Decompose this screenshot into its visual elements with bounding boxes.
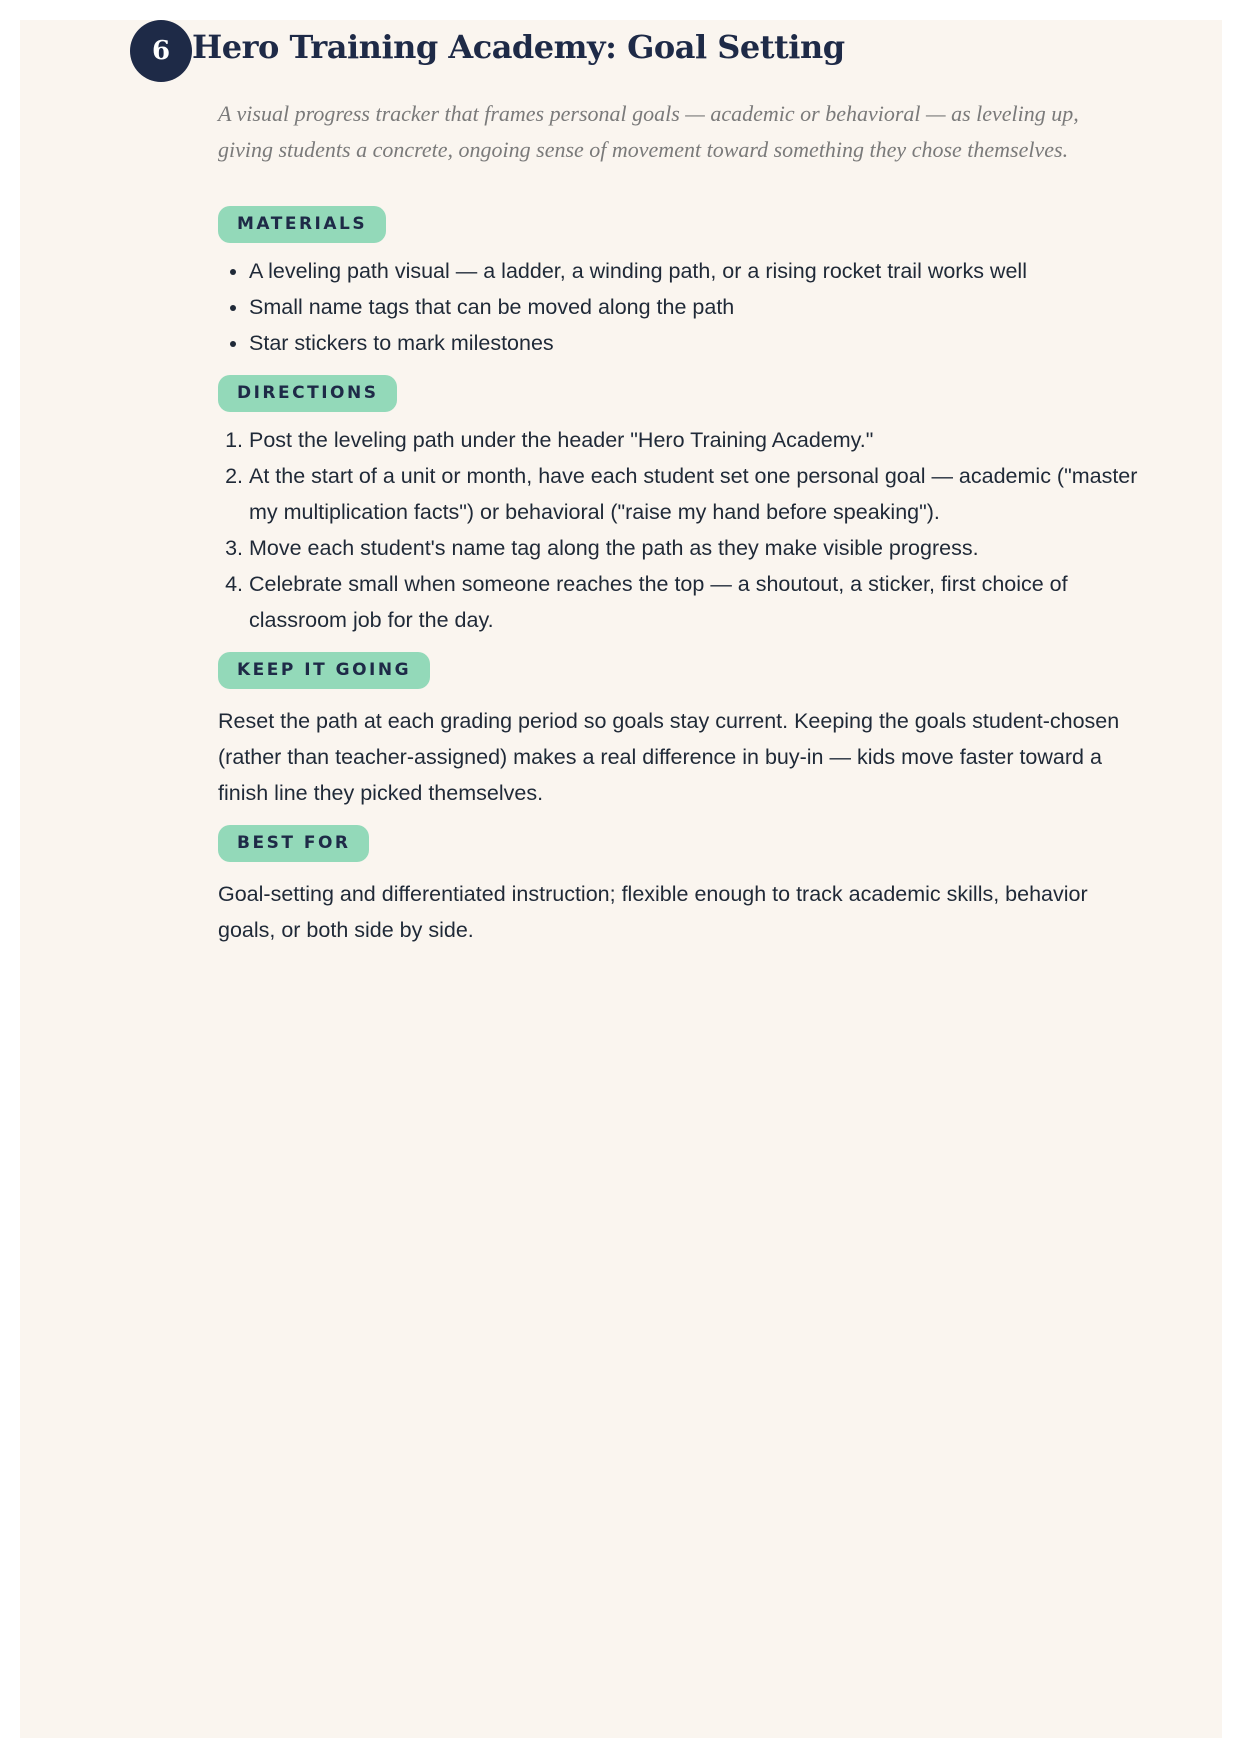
page-title: Hero Training Academy: Goal Setting [192, 28, 845, 66]
directions-section [218, 375, 1138, 638]
list-item: 3. Move each student's name tag along the path as they make visible progress. [249, 530, 1138, 566]
keep-it-going-section [218, 652, 1138, 811]
list-item: 1. Post the leveling path under the header "Hero Training Academy." [249, 422, 1138, 458]
content [218, 96, 1138, 962]
materials-section [218, 206, 1138, 361]
intro-text: A visual progress tracker that frames personal goals — academic or behavioral — as leveling up, giving students a concrete, ongoing sense of movement toward something they chose themselves. [218, 101, 1079, 162]
activity-number-badge: 6 [130, 20, 192, 82]
page [20, 20, 1222, 1738]
best-for-text: Goal-setting and differentiated instruction; flexible enough to track academic skills, behavior goals, or both side by side. [218, 882, 1088, 942]
keep-it-going-text: Reset the path at each grading period so goals stay current. Keeping the goals student-chosen (rather than teacher-assigned) makes a real difference in buy-in — kids move faster toward a finish line they picked themselves. [218, 709, 1120, 805]
directions-list [218, 422, 1138, 638]
best-for-label: BEST FOR [218, 825, 369, 862]
list-item: 4. Celebrate small when someone reaches the top — a shoutout, a sticker, first choice of classroom job for the day. [249, 566, 1138, 638]
list-item: • Small name tags that can be moved along the path [249, 289, 1138, 325]
list-item: • Star stickers to mark milestones [249, 325, 1138, 361]
list-item: 2. At the start of a unit or month, have each student set one personal goal — academic ("master my multiplication facts") or behavioral ("raise my hand before speaking"). [249, 458, 1138, 530]
list-item: • A leveling path visual — a ladder, a winding path, or a rising rocket trail works well [249, 253, 1138, 289]
materials-label: MATERIALS [218, 206, 386, 243]
directions-label: DIRECTIONS [218, 375, 397, 412]
best-for-section [218, 825, 1138, 948]
keep-it-going-label: KEEP IT GOING [218, 652, 430, 689]
materials-list [218, 253, 1138, 361]
